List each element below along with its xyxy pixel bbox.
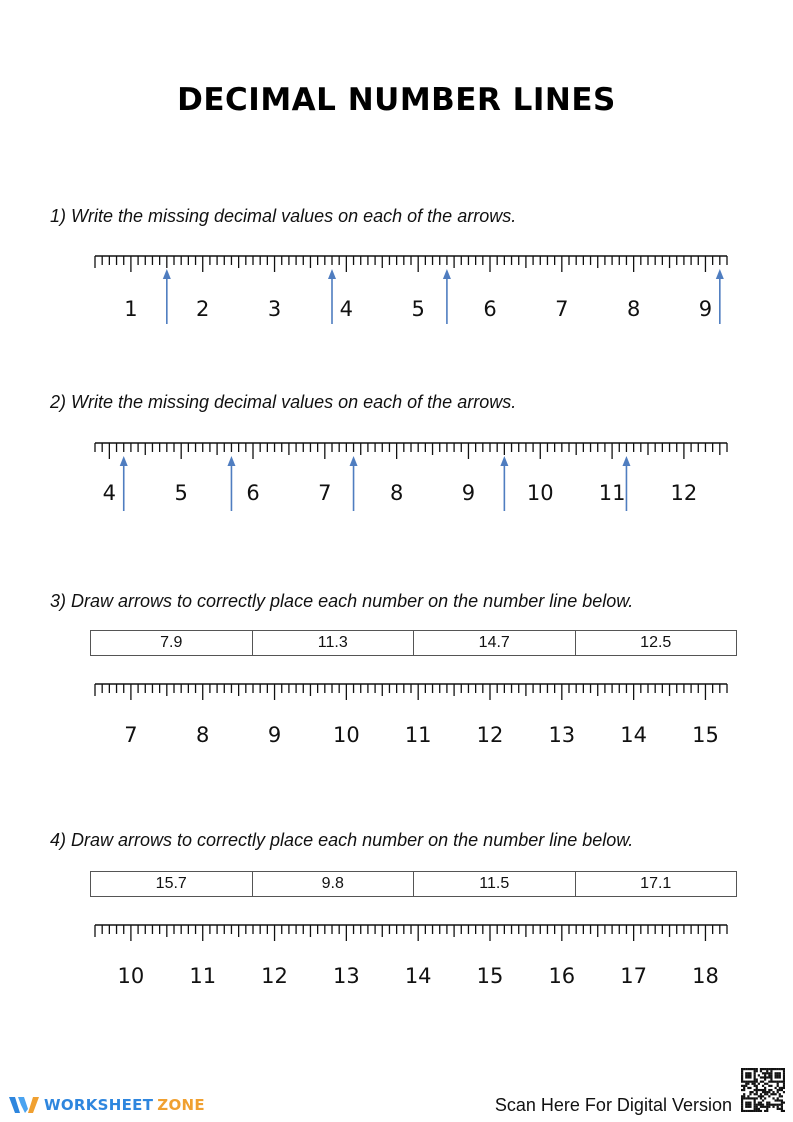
number-box: 11.5	[414, 872, 576, 896]
tick-label: 2	[196, 297, 210, 321]
brand-name-part1: WORKSHEET	[44, 1096, 154, 1114]
arrow-marker	[443, 269, 451, 324]
number-box: 17.1	[640, 875, 672, 892]
section-4-instruction: 4) Draw arrows to correctly place each number on the number line below.	[50, 830, 634, 850]
tick-label: 12	[261, 964, 288, 988]
tick-label: 4	[339, 297, 354, 321]
number-box: 7.9	[91, 631, 253, 655]
number-box: 11.3	[253, 631, 415, 655]
tick-label: 8	[389, 481, 404, 505]
tick-label: 10	[526, 481, 554, 505]
tick-label: 8	[196, 723, 210, 747]
tick-label: 11	[404, 723, 432, 747]
section-3-instruction: 3) Draw arrows to correctly place each number on the number line below.	[50, 591, 634, 611]
tick-label: 9	[461, 481, 476, 505]
number-line-3	[95, 684, 727, 747]
tick-label: 11	[189, 964, 217, 988]
scan-caption: Scan Here For Digital Version	[494, 1095, 732, 1115]
tick-label: 7	[318, 481, 332, 505]
section-3-number-table	[90, 630, 737, 656]
arrow-marker	[622, 456, 630, 511]
tick-label: 15	[476, 964, 504, 988]
number-box: 9.8	[253, 872, 415, 896]
number-line-4	[95, 925, 727, 988]
tick-label: 12	[670, 481, 698, 505]
tick-label: 14	[620, 723, 648, 747]
tick-label: 13	[548, 723, 576, 747]
arrow-marker	[227, 456, 235, 511]
arrow-marker	[350, 456, 358, 511]
section-1-instruction: 1) Write the missing decimal values on each of the arrows.	[50, 206, 517, 226]
tick-label: 6	[483, 297, 497, 321]
tick-label: 10	[117, 964, 145, 988]
section-4-number-table	[90, 871, 737, 897]
number-line-2	[95, 443, 727, 511]
tick-label: 7	[124, 723, 138, 747]
section-2-instruction: 2) Write the missing decimal values on each of the arrows.	[50, 392, 517, 412]
tick-label: 4	[102, 481, 117, 505]
arrow-marker	[500, 456, 508, 511]
number-box: 15.7	[91, 872, 253, 896]
tick-label: 8	[626, 297, 641, 321]
brand-name-part2: ZONE	[157, 1096, 205, 1114]
tick-label: 9	[698, 297, 713, 321]
arrow-marker	[163, 269, 171, 324]
tick-label: 15	[692, 723, 719, 747]
arrow-marker	[328, 269, 336, 324]
tick-label: 16	[548, 964, 576, 988]
tick-label: 12	[476, 723, 504, 747]
worksheet-zone-logo[interactable]	[8, 1092, 205, 1118]
tick-label: 11	[598, 481, 626, 505]
page-title: DECIMAL NUMBER LINES	[177, 82, 616, 118]
arrow-marker	[716, 269, 724, 324]
tick-label: 3	[267, 297, 282, 321]
tick-label: 7	[555, 297, 569, 321]
tick-label: 17	[620, 964, 648, 988]
number-line-1	[95, 256, 727, 324]
logo-icon	[8, 1093, 40, 1117]
tick-label: 13	[332, 964, 360, 988]
tick-label: 5	[411, 297, 425, 321]
arrow-marker	[120, 456, 128, 511]
tick-label: 1	[124, 297, 138, 321]
tick-label: 6	[246, 481, 260, 505]
tick-label: 14	[404, 964, 432, 988]
number-box: 12.5	[640, 634, 672, 651]
tick-label: 5	[174, 481, 188, 505]
tick-label: 18	[692, 964, 719, 988]
tick-label: 9	[267, 723, 282, 747]
tick-label: 10	[332, 723, 360, 747]
qr-code-icon[interactable]	[741, 1068, 785, 1112]
number-box: 14.7	[414, 631, 576, 655]
